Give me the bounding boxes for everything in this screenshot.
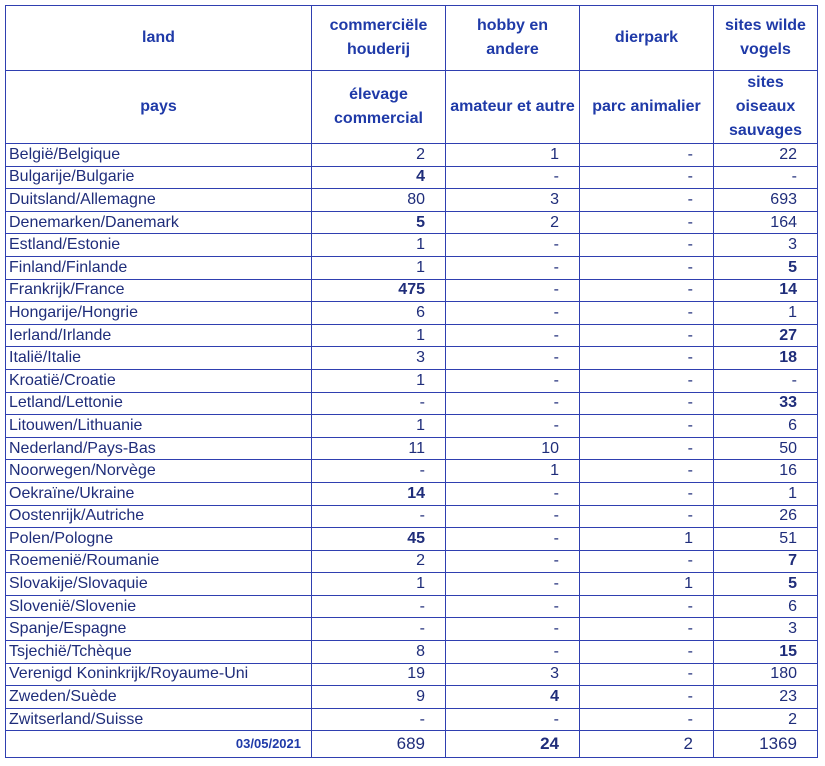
table-row [6, 234, 818, 257]
table-row [6, 618, 818, 641]
cell-zoo: - [580, 279, 714, 302]
header-hobby-nl: hobby en andere [446, 6, 580, 71]
outbreak-table-container [5, 5, 818, 758]
country-name: Roemenië/Roumanie [6, 550, 312, 573]
country-name: Bulgarije/Bulgarie [6, 166, 312, 189]
cell-wild: 15 [714, 641, 818, 664]
cell-zoo: - [580, 437, 714, 460]
cell-hobby: 1 [446, 144, 580, 167]
cell-wild: - [714, 166, 818, 189]
country-name: Frankrijk/France [6, 279, 312, 302]
cell-wild: 693 [714, 189, 818, 212]
cell-commercial: 475 [312, 279, 446, 302]
country-name: Nederland/Pays-Bas [6, 437, 312, 460]
cell-commercial: 1 [312, 573, 446, 596]
cell-wild: 1 [714, 302, 818, 325]
country-name: Kroatië/Croatie [6, 369, 312, 392]
cell-commercial: 2 [312, 550, 446, 573]
cell-wild: 7 [714, 550, 818, 573]
cell-hobby: - [446, 550, 580, 573]
cell-zoo: - [580, 392, 714, 415]
cell-commercial: 14 [312, 482, 446, 505]
cell-commercial: 9 [312, 686, 446, 709]
cell-wild: 6 [714, 415, 818, 438]
cell-commercial: 3 [312, 347, 446, 370]
cell-wild: 14 [714, 279, 818, 302]
cell-wild: 51 [714, 528, 818, 551]
cell-zoo: - [580, 324, 714, 347]
total-zoo: 2 [580, 731, 714, 758]
cell-wild: 50 [714, 437, 818, 460]
country-name: Slovakije/Slovaquie [6, 573, 312, 596]
cell-wild: 33 [714, 392, 818, 415]
cell-hobby: - [446, 347, 580, 370]
cell-hobby: - [446, 166, 580, 189]
cell-wild: - [714, 369, 818, 392]
cell-hobby: 3 [446, 189, 580, 212]
table-row [6, 663, 818, 686]
cell-hobby: - [446, 369, 580, 392]
cell-zoo: - [580, 234, 714, 257]
country-name: Estland/Estonie [6, 234, 312, 257]
report-date: 03/05/2021 [6, 731, 312, 758]
cell-wild: 164 [714, 211, 818, 234]
table-row [6, 166, 818, 189]
table-row [6, 392, 818, 415]
table-row [6, 460, 818, 483]
data-rows [6, 144, 818, 731]
cell-zoo: - [580, 144, 714, 167]
cell-hobby: - [446, 618, 580, 641]
cell-zoo: - [580, 686, 714, 709]
country-name: Duitsland/Allemagne [6, 189, 312, 212]
cell-zoo: 1 [580, 528, 714, 551]
cell-hobby: - [446, 505, 580, 528]
cell-commercial: 4 [312, 166, 446, 189]
cell-commercial: 5 [312, 211, 446, 234]
table-row [6, 369, 818, 392]
cell-hobby: - [446, 595, 580, 618]
cell-zoo: - [580, 641, 714, 664]
country-name: Italië/Italie [6, 347, 312, 370]
cell-commercial: 11 [312, 437, 446, 460]
table-row [6, 708, 818, 731]
cell-zoo: - [580, 369, 714, 392]
cell-zoo: - [580, 505, 714, 528]
cell-hobby: - [446, 302, 580, 325]
country-name: Hongarije/Hongrie [6, 302, 312, 325]
cell-hobby: - [446, 415, 580, 438]
cell-hobby: - [446, 482, 580, 505]
cell-zoo: - [580, 256, 714, 279]
cell-commercial: 1 [312, 369, 446, 392]
cell-wild: 6 [714, 595, 818, 618]
cell-wild: 5 [714, 573, 818, 596]
country-name: Spanje/Espagne [6, 618, 312, 641]
cell-wild: 22 [714, 144, 818, 167]
cell-commercial: 1 [312, 415, 446, 438]
cell-commercial: 1 [312, 234, 446, 257]
table-row [6, 528, 818, 551]
table-row [6, 437, 818, 460]
cell-zoo: - [580, 302, 714, 325]
cell-zoo: - [580, 550, 714, 573]
cell-zoo: - [580, 211, 714, 234]
table-row [6, 505, 818, 528]
header-commercial-fr: élevage commercial [312, 71, 446, 144]
cell-wild: 3 [714, 618, 818, 641]
country-name: Litouwen/Lithuanie [6, 415, 312, 438]
table-row [6, 144, 818, 167]
country-name: Finland/Finlande [6, 256, 312, 279]
table-row [6, 415, 818, 438]
cell-commercial: - [312, 505, 446, 528]
table-row [6, 550, 818, 573]
cell-hobby: - [446, 528, 580, 551]
country-name: Verenigd Koninkrijk/Royaume-Uni [6, 663, 312, 686]
header-zoo-fr: parc animalier [580, 71, 714, 144]
header-hobby-fr: amateur et autre [446, 71, 580, 144]
cell-commercial: - [312, 460, 446, 483]
header-pays: pays [6, 71, 312, 144]
table-row [6, 641, 818, 664]
header-wild-nl: sites wilde vogels [714, 6, 818, 71]
cell-wild: 16 [714, 460, 818, 483]
table-row [6, 482, 818, 505]
country-name: Tsjechië/Tchèque [6, 641, 312, 664]
cell-zoo: - [580, 482, 714, 505]
cell-hobby: - [446, 234, 580, 257]
header-wild-fr: sites oiseaux sauvages [714, 71, 818, 144]
total-hobby: 24 [446, 731, 580, 758]
country-name: Ierland/Irlande [6, 324, 312, 347]
table-row [6, 211, 818, 234]
total-commercial: 689 [312, 731, 446, 758]
cell-hobby: 10 [446, 437, 580, 460]
cell-wild: 5 [714, 256, 818, 279]
cell-commercial: - [312, 392, 446, 415]
country-name: Zweden/Suède [6, 686, 312, 709]
header-row-french [6, 71, 818, 144]
cell-hobby: 4 [446, 686, 580, 709]
table-row [6, 347, 818, 370]
cell-hobby: 3 [446, 663, 580, 686]
cell-hobby: 2 [446, 211, 580, 234]
cell-zoo: 1 [580, 573, 714, 596]
cell-hobby: - [446, 256, 580, 279]
cell-wild: 23 [714, 686, 818, 709]
country-name: België/Belgique [6, 144, 312, 167]
cell-wild: 2 [714, 708, 818, 731]
table-row [6, 573, 818, 596]
cell-hobby: - [446, 279, 580, 302]
country-name: Oekraïne/Ukraine [6, 482, 312, 505]
cell-wild: 1 [714, 482, 818, 505]
cell-commercial: - [312, 595, 446, 618]
cell-hobby: 1 [446, 460, 580, 483]
header-land: land [6, 6, 312, 71]
cell-zoo: - [580, 189, 714, 212]
cell-zoo: - [580, 708, 714, 731]
table-row [6, 302, 818, 325]
cell-wild: 180 [714, 663, 818, 686]
cell-commercial: - [312, 618, 446, 641]
cell-hobby: - [446, 392, 580, 415]
cell-zoo: - [580, 166, 714, 189]
table-row [6, 189, 818, 212]
cell-hobby: - [446, 573, 580, 596]
table-row [6, 256, 818, 279]
cell-zoo: - [580, 415, 714, 438]
total-wild: 1369 [714, 731, 818, 758]
country-name: Zwitserland/Suisse [6, 708, 312, 731]
cell-commercial: 1 [312, 324, 446, 347]
country-name: Letland/Lettonie [6, 392, 312, 415]
country-name: Noorwegen/Norvège [6, 460, 312, 483]
header-commercial-nl: commerciële houderij [312, 6, 446, 71]
country-name: Oostenrijk/Autriche [6, 505, 312, 528]
cell-zoo: - [580, 618, 714, 641]
total-row [6, 731, 818, 758]
table-row [6, 324, 818, 347]
table-row [6, 686, 818, 709]
cell-commercial: 2 [312, 144, 446, 167]
cell-commercial: 19 [312, 663, 446, 686]
cell-zoo: - [580, 460, 714, 483]
cell-commercial: 6 [312, 302, 446, 325]
cell-zoo: - [580, 595, 714, 618]
country-name: Denemarken/Danemark [6, 211, 312, 234]
cell-wild: 3 [714, 234, 818, 257]
cell-hobby: - [446, 708, 580, 731]
header-zoo-nl: dierpark [580, 6, 714, 71]
cell-zoo: - [580, 347, 714, 370]
outbreak-table [5, 5, 818, 758]
cell-commercial: 45 [312, 528, 446, 551]
cell-commercial: - [312, 708, 446, 731]
table-row [6, 595, 818, 618]
country-name: Slovenië/Slovenie [6, 595, 312, 618]
cell-hobby: - [446, 641, 580, 664]
table-row [6, 279, 818, 302]
cell-wild: 18 [714, 347, 818, 370]
cell-wild: 27 [714, 324, 818, 347]
country-name: Polen/Pologne [6, 528, 312, 551]
cell-hobby: - [446, 324, 580, 347]
cell-commercial: 80 [312, 189, 446, 212]
cell-wild: 26 [714, 505, 818, 528]
cell-commercial: 1 [312, 256, 446, 279]
cell-commercial: 8 [312, 641, 446, 664]
header-row-dutch [6, 6, 818, 71]
cell-zoo: - [580, 663, 714, 686]
